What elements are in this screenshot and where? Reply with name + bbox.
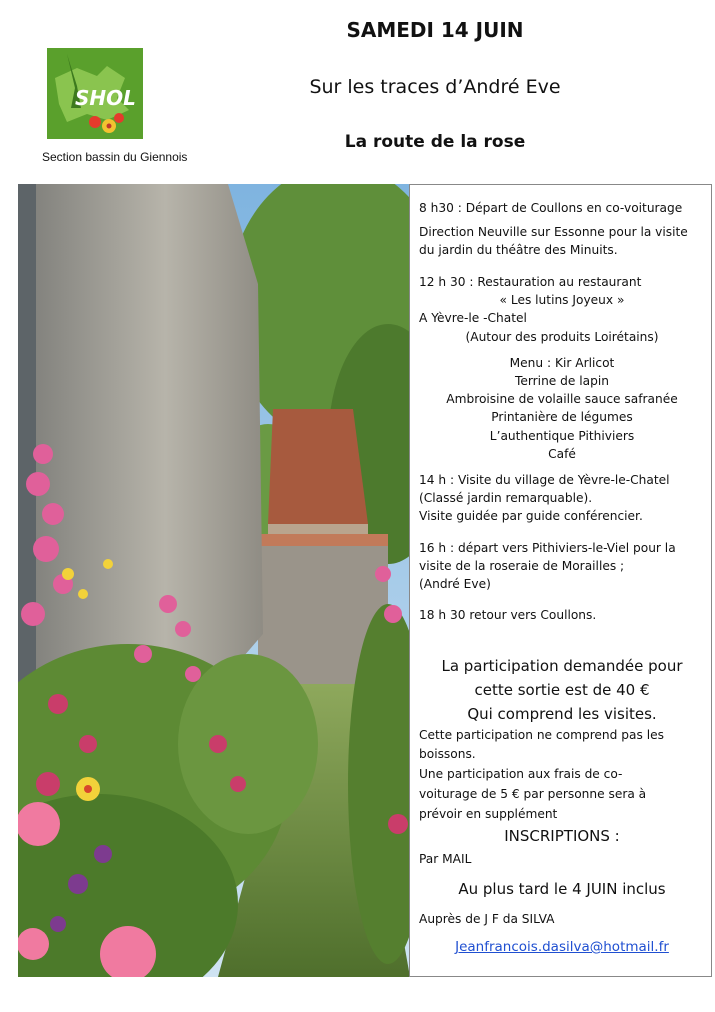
program-line-classified: (Classé jardin remarquable).	[419, 491, 593, 505]
contact-email-link[interactable]: Jeanfrancois.dasilva@hotmail.fr	[455, 939, 669, 955]
menu-item: Café	[548, 447, 576, 461]
price-line-2: cette sortie est de 40 €	[474, 681, 650, 699]
price-line-1: La participation demandée pour	[441, 657, 683, 675]
program-panel	[409, 184, 712, 977]
menu-item: Printanière de légumes	[491, 410, 633, 424]
contact-name: Auprès de J F da SILVA	[419, 912, 555, 926]
program-line-return: 18 h 30 retour vers Coullons.	[419, 608, 597, 622]
program-line-visit: 14 h : Visite du village de Yèvre-le-Chatel	[419, 473, 670, 487]
price-note-4: voiturage de 5 € par personne sera à	[419, 787, 647, 801]
price-note-3: Une participation aux frais de co-	[419, 767, 623, 781]
program-line-products: (Autour des produits Loirétains)	[465, 330, 659, 344]
logo-text: SHOL	[75, 86, 136, 110]
program-line-guide: Visite guidée par guide conférencier.	[419, 509, 643, 523]
program-line-garden: du jardin du théâtre des Minuits.	[419, 243, 618, 257]
program-line-departure: 8 h30 : Départ de Coullons en co-voiturage	[419, 201, 683, 215]
program-line-andre: (André Eve)	[419, 577, 491, 591]
inscriptions-heading: INSCRIPTIONS :	[504, 827, 620, 845]
program-line-restaurant: « Les lutins Joyeux »	[499, 293, 625, 307]
program-line-pithiviers: 16 h : départ vers Pithiviers-le-Viel pour la	[419, 541, 676, 555]
menu-item: Ambroisine de volaille sauce safranée	[446, 392, 678, 406]
event-date: SAMEDI 14 JUIN	[346, 18, 524, 42]
menu-item: Menu : Kir Arlicot	[509, 356, 615, 370]
event-route: La route de la rose	[344, 132, 526, 152]
program-line-town: A Yèvre-le -Chatel	[419, 311, 527, 325]
program-line-roseraie: visite de la roseraie de Morailles ;	[419, 559, 625, 573]
program-line-lunch: 12 h 30 : Restauration au restaurant	[419, 275, 642, 289]
inscriptions-by-mail: Par MAIL	[419, 852, 472, 866]
menu-item: Terrine de lapin	[515, 374, 609, 388]
price-note-2: boissons.	[419, 747, 476, 761]
event-subtitle: Sur les traces d’André Eve	[309, 76, 561, 98]
program-line-direction: Direction Neuville sur Essonne pour la visite	[419, 225, 688, 239]
shol-logo	[47, 48, 143, 139]
price-note-1: Cette participation ne comprend pas les	[419, 728, 664, 742]
garden-photo	[18, 184, 410, 977]
price-note-5: prévoir en supplément	[419, 807, 558, 821]
section-caption: Section bassin du Giennois	[42, 150, 188, 164]
price-line-3: Qui comprend les visites.	[467, 705, 657, 723]
menu-item: L’authentique Pithiviers	[489, 429, 635, 443]
deadline: Au plus tard le 4 JUIN inclus	[458, 880, 666, 898]
